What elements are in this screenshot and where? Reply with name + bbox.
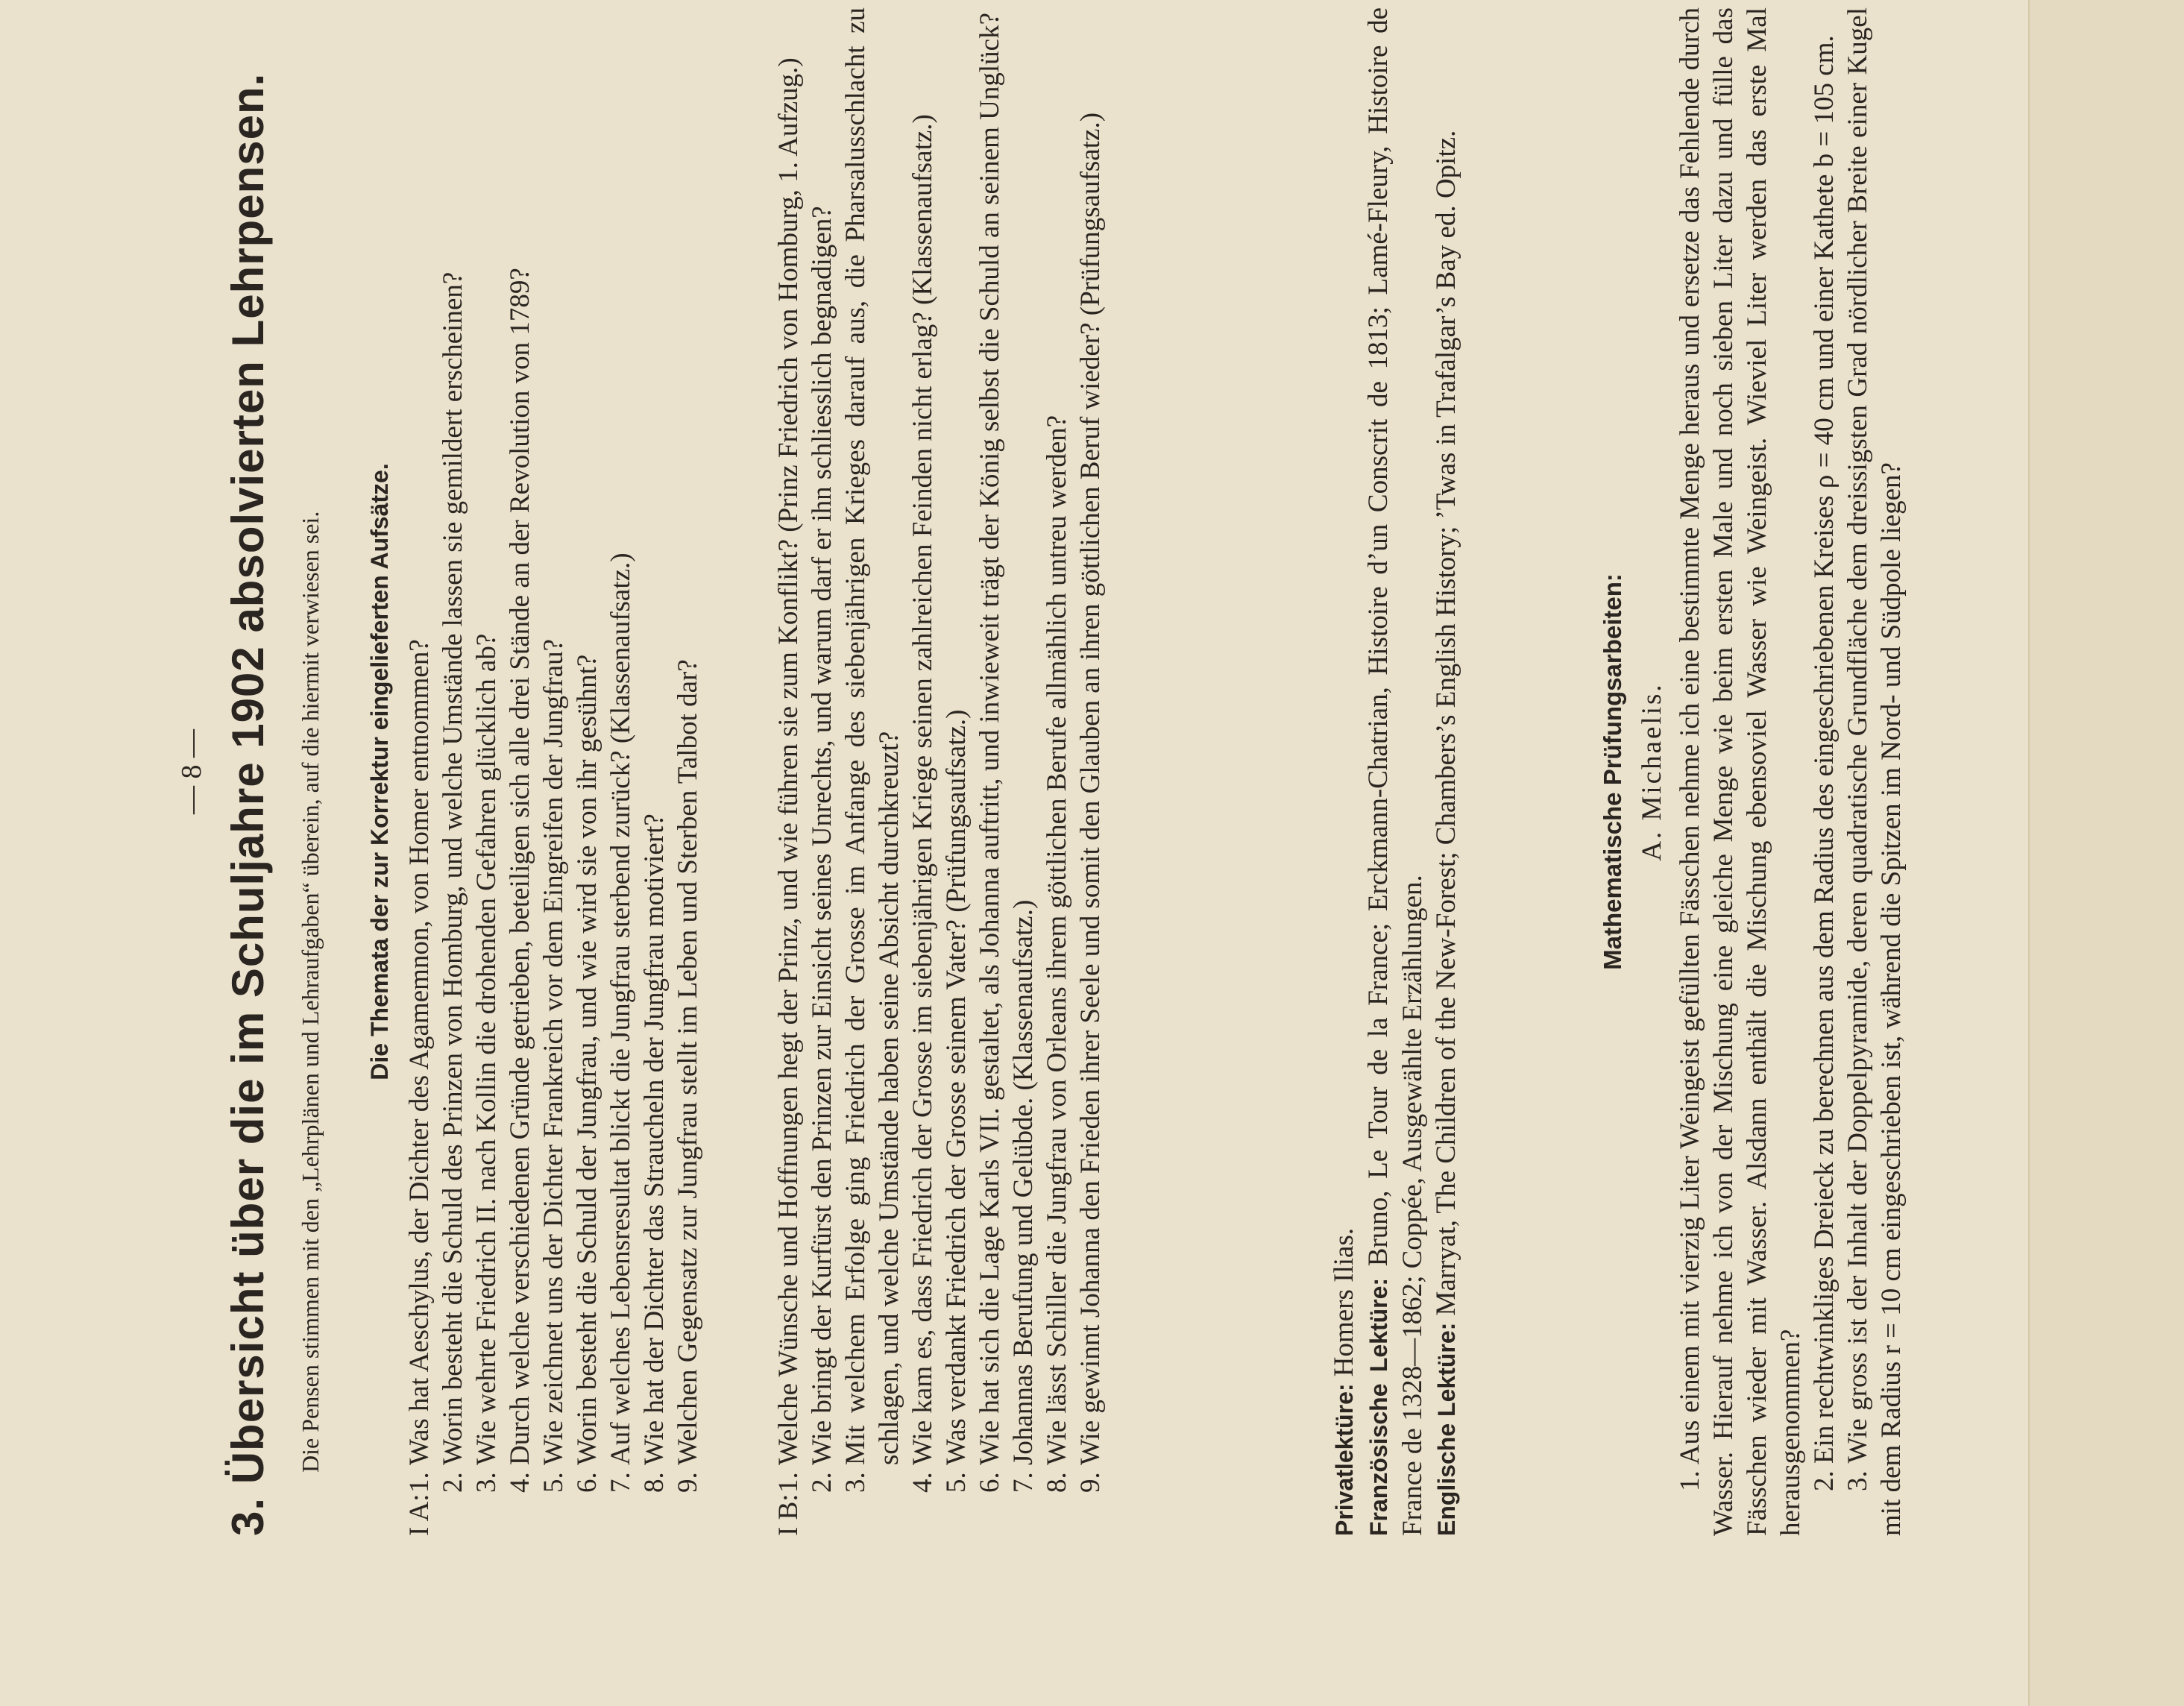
essay-item (940, 7, 973, 1536)
essay-item (403, 7, 436, 1536)
essay-item (839, 7, 906, 1536)
essay-item (638, 7, 671, 1536)
private-reading-label: Privatlektüre: (1331, 1383, 1358, 1536)
essay-item (772, 7, 805, 1536)
item-number: 2. (438, 1472, 468, 1493)
item-text: Was hat Aeschylus, der Dichter des Agamemnon, von Homer entnommen? (404, 639, 435, 1465)
item-number: 3. (471, 1472, 502, 1493)
item-number: 9. (673, 1472, 703, 1493)
class-ia-essays (403, 7, 705, 1536)
item-text: Wie wehrte Friedrich II. nach Kollin die drohenden Gefahren glücklich ab? (471, 633, 502, 1465)
essay-item (1007, 7, 1040, 1536)
english-reading-text: Marryat, The Children of the New-Forest; Chambers’s English History; ’Twas in Trafalgar’s Bay ed. Opitz. (1431, 130, 1461, 1316)
private-reading-text: Homers Ilias. (1329, 1227, 1359, 1377)
item-text: Johannas Berufung und Gelübde. (Klassenaufsatz.) (1008, 899, 1039, 1465)
essay-item (906, 7, 940, 1536)
french-reading-text: Bruno, Le Tour de la France; Erckmann-Chatrian, Histoire d’un Conscrit de 1813; Lamé-Fleury, Histoire de France de 1328—1862; Coppée, Ausgewählte Erzählungen. (1363, 7, 1428, 1536)
item-text: Wie bringt der Kurfürst den Prinzen zur Einsicht seines Unrechts, und warum darf er ihn schliesslich begnadigen? (807, 206, 837, 1465)
essay-item (973, 7, 1007, 1536)
item-number: 1. (404, 1472, 435, 1493)
class-label: I A: (404, 1493, 435, 1536)
french-reading-label: Französische Lektüre: (1365, 1277, 1392, 1536)
item-text: Wie hat der Dichter das Straucheln der Jungfrau motiviert? (639, 813, 670, 1465)
item-number: 1. (773, 1472, 804, 1493)
item-text: Mit welchem Erfolge ging Friedrich der Grosse im Anfange des siebenjährigen Krieges darauf aus, die Pharsalusschlacht zu schlagen, und welche Umstände haben seine Absicht durchkreuzt? (840, 7, 904, 1465)
intro-text: Die Pensen stimmen mit den „Lehrplänen und Lehraufgaben“ überein, auf die hiermit verwiesen sei. (297, 511, 324, 1473)
item-text: Auf welches Lebensresultat blickt die Jungfrau sterbend zurück? (Klassenaufsatz.) (605, 553, 636, 1465)
english-reading (1429, 7, 1464, 1536)
french-reading (1362, 7, 1429, 1536)
item-number: 9. (1075, 1472, 1106, 1493)
item-number: 7. (605, 1472, 636, 1493)
item-text: Welchen Gegensatz zur Jungfrau stellt im Leben und Sterben Talbot dar? (673, 659, 703, 1465)
private-reading (1327, 7, 1362, 1536)
item-number: 4. (907, 1472, 938, 1493)
item-number: 3. (840, 1472, 871, 1493)
essay-item (805, 7, 839, 1536)
essay-item (503, 7, 537, 1536)
item-number: 7. (1008, 1472, 1039, 1493)
item-number: 6. (572, 1472, 602, 1493)
essay-item (470, 7, 503, 1536)
item-number: 6. (975, 1472, 1005, 1493)
item-text: Durch welche verschiedenen Gründe getrieben, beteiligen sich alle drei Stände an der Revolution von 1789? (505, 268, 535, 1465)
themata-heading: Die Themata der zur Korrektur eingelieferten Aufsätze. (366, 463, 393, 1080)
class-label: I B: (773, 1493, 804, 1536)
essay-item (570, 7, 604, 1536)
item-text: Wie kam es, dass Friedrich der Grosse im siebenjährigen Kriege seinen zahlreichen Feinden nicht erlag? (Klassenaufsatz.) (907, 114, 938, 1465)
item-number: 4. (505, 1472, 535, 1493)
math-problem: 3. Wie gross ist der Inhalt der Doppelpyramide, deren quadratische Grundfläche dem dreissigsten Grad nördlicher Breite einer Kugel mit dem Radius r = 10 cm eingeschrieben ist, während die Spitzen im Nord- und Südpole liegen? (1842, 7, 1907, 1536)
item-text: Was verdankt Friedrich der Grosse seinem Vater? (Prüfungsaufsatz.) (941, 709, 972, 1465)
item-number: 5. (538, 1472, 569, 1493)
math-heading: Mathematische Prüfungsarbeiten: (1599, 573, 1626, 970)
item-text: Wie hat sich die Lage Karls VII. gestaltet, als Johanna auftritt, und inwieweit trägt der König selbst die Schuld an seinem Unglück? (975, 12, 1005, 1465)
essay-item (537, 7, 570, 1536)
essay-item (1074, 7, 1107, 1536)
english-reading-label: Englische Lektüre: (1433, 1322, 1460, 1536)
math-section (1596, 7, 1908, 1536)
rotated-text-block (175, 7, 2151, 1536)
essay-item (604, 7, 638, 1536)
page-number: — 8 — (176, 729, 207, 814)
item-number: 5. (941, 1472, 972, 1493)
page-title: 3. Übersicht über die im Schuljahre 1902 absolvierten Lehrpensen. (223, 72, 273, 1536)
item-text: Wie lässt Schiller die Jungfrau von Orleans ihrem göttlichen Berufe allmählich untreu werden? (1042, 415, 1072, 1465)
item-text: Worin besteht die Schuld der Jungfrau, und wie wird sie von ihr gesühnt? (572, 654, 602, 1465)
item-text: Wie zeichnet uns der Dichter Frankreich vor dem Eingreifen der Jungfrau? (538, 638, 569, 1465)
math-problem: 2. Ein rechtwinkliges Dreieck zu berechnen aus dem Radius des eingeschriebenen Kreises ρ = 40 cm und einer Kathete b = 105 cm. (1809, 35, 1840, 1491)
essay-item (1040, 7, 1074, 1536)
essay-item (671, 7, 705, 1536)
item-number: 2. (807, 1472, 837, 1493)
item-number: 8. (1042, 1472, 1072, 1493)
class-ib-essays (772, 7, 1107, 1536)
item-text: Worin besteht die Schuld des Prinzen von Homburg, und welche Umstände lassen sie gemildert erscheinen? (438, 271, 468, 1465)
math-author: A. Michaelis. (1637, 682, 1667, 861)
reading-section (1327, 7, 1464, 1536)
item-text: Wie gewinnt Johanna den Frieden ihrer Seele und somit den Glauben an ihren göttlichen Beruf wieder? (Prüfungsaufsatz.) (1075, 112, 1106, 1465)
item-number: 8. (639, 1472, 670, 1493)
essay-item (436, 7, 470, 1536)
math-problem: 1. Aus einem mit vierzig Liter Weingeist gefüllten Fässchen nehme ich eine bestimmte Menge heraus und ersetze das Fehlende durch Wasser. Hierauf nehme ich von der Mischung eine gleiche Menge wie beim ersten Male und noch sieben Liter dazu und fülle das Fässchen wieder mit Wasser. Alsdann enthält die Mischung ebensoviel Wasser wie Weingeist. Wieviel Liter werden das erste Mal herausgenommen? (1675, 7, 1806, 1536)
item-text: Welche Wünsche und Hoffnungen hegt der Prinz, und wie führen sie zum Konflikt? (Prinz Friedrich von Homburg, 1. Aufzug.) (773, 57, 804, 1465)
